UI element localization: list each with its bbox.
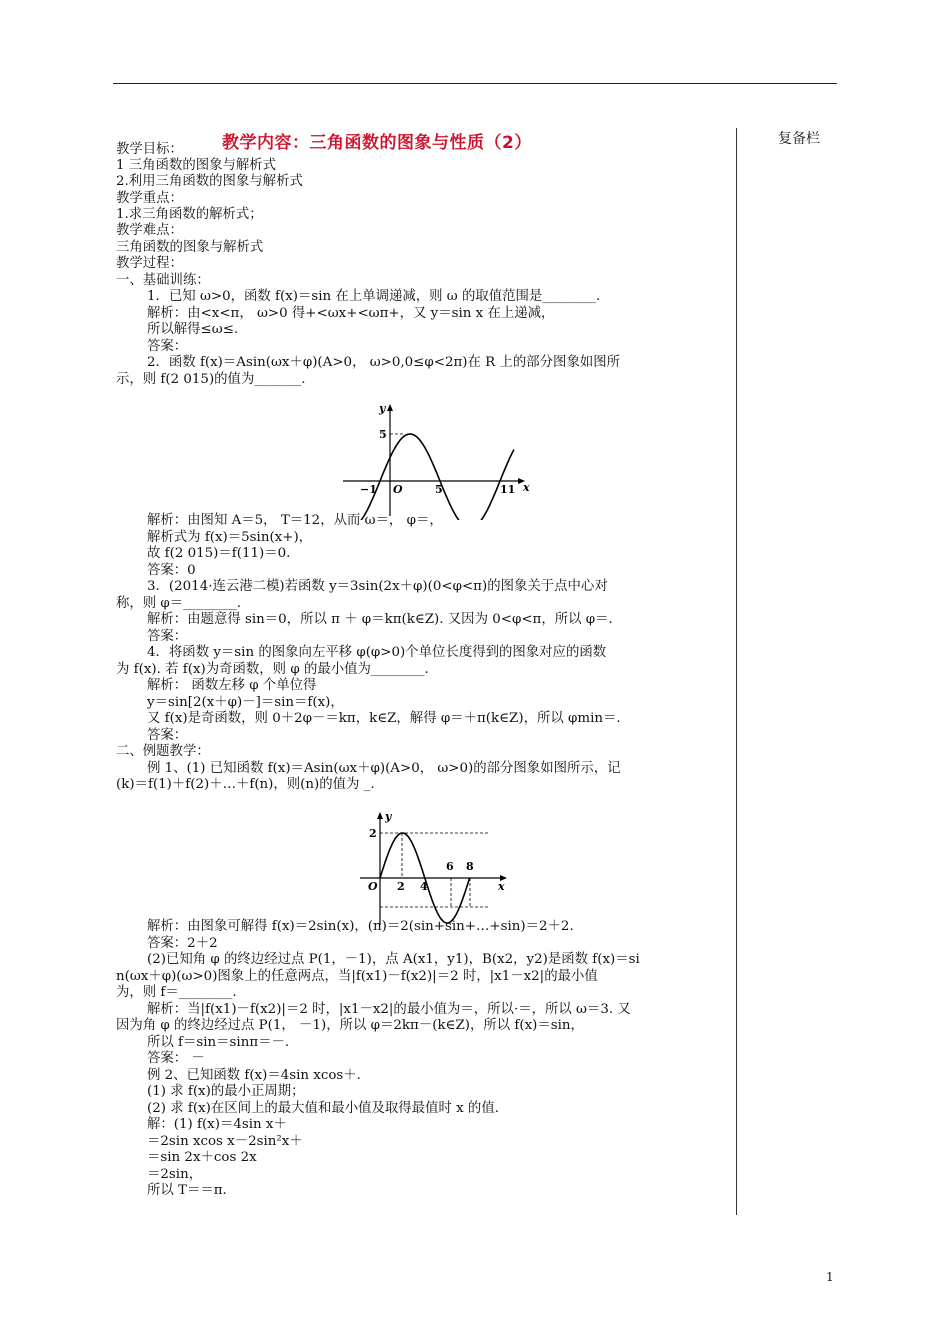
text-line: 4．将函数 y＝sin 的图象向左平移 φ(φ>0)个单位长度得到的图象对应的函数 (147, 645, 607, 660)
graph2-x-label: x (498, 880, 505, 893)
text-line: 解析：当|f(x1)－f(x2)|＝2 时，|x1－x2|的最小值为＝，所以·＝，所以 ω＝3. 又 (147, 1002, 631, 1017)
text-line: 答案：2＋2 (147, 936, 218, 951)
text-line: 例 1、(1) 已知函数 f(x)＝Asin(ωx＋φ)(A>0， ω>0)的部分图象如图所示，记 (147, 761, 621, 776)
graph1-tick-minus1: −1 (360, 483, 377, 496)
text-line: 1.求三角函数的解析式； (116, 207, 263, 222)
graph1-origin: O (393, 483, 403, 496)
text-line: ＝sin 2x＋cos 2x (147, 1150, 257, 1165)
text-line: 解析：由<x<π， ω>0 得+<ωx+<ωπ+，又 y＝sin x 在上递减， (147, 306, 555, 321)
text-line: 所以 f＝sin＝sinπ＝－. (147, 1035, 290, 1050)
text-line: 答案： (147, 629, 188, 644)
graph1-y-label: y (379, 402, 386, 415)
text-line: (2)已知角 φ 的终边经过点 P(1，－1)，点 A(x1，y1)，B(x2，y2)是函数 f(x)＝si (147, 952, 640, 967)
text-line: 又 f(x)是奇函数，则 0＋2φ－＝kπ，k∈Z，解得 φ＝＋π(k∈Z)，所以 φmin＝. (147, 711, 621, 726)
text-line: 答案： (147, 339, 188, 354)
graph2-tick-6: 6 (446, 860, 454, 873)
text-line: 示，则 f(2 015)的值为_______. (116, 372, 306, 387)
text-line: ＝2sin， (147, 1167, 203, 1182)
graph2-tick-8: 8 (466, 860, 474, 873)
text-line: (2) 求 f(x)在区间上的最大值和最小值及取得最值时 x 的值. (147, 1101, 499, 1116)
text-line: 2.利用三角函数的图象与解析式 (116, 174, 303, 189)
graph2-tick-2y: 2 (369, 827, 377, 840)
text-line: 所以 T＝＝π. (147, 1183, 227, 1198)
text-line: 称，则 φ＝________. (116, 596, 242, 611)
text-line: 解析：由图知 A＝5， T＝12，从而 ω＝， φ＝， (147, 513, 443, 528)
text-line: 教学重点： (116, 191, 183, 206)
text-line: ＝2sin xcos x－2sin²x＋ (147, 1134, 303, 1149)
text-line: 1．已知 ω>0，函数 f(x)＝sin 在上单调递减，则 ω 的取值范围是________. (147, 289, 601, 304)
sine-graph-1 (335, 398, 535, 520)
page-number: 1 (826, 1270, 834, 1284)
text-line: y＝sin[2(x＋φ)－]＝sin＝f(x)， (147, 695, 344, 710)
text-line: 三角函数的图象与解析式 (116, 240, 264, 255)
text-line: 解析式为 f(x)＝5sin(x+)， (147, 530, 313, 545)
graph1-x-label: x (523, 481, 530, 494)
side-column-label: 复备栏 (778, 131, 820, 147)
graph1-tick-5x: 5 (435, 483, 443, 496)
text-line: 解析： 函数左移 φ 个单位得 (147, 678, 317, 693)
sine-graph-2 (355, 810, 515, 928)
text-line: 例 2、已知函数 f(x)＝4sin xcos＋. (147, 1068, 361, 1083)
text-line: 答案：0 (147, 563, 196, 578)
text-line: 一、基础训练： (116, 273, 210, 288)
graph2-tick-4: 4 (420, 880, 428, 893)
text-line: 1 三角函数的图象与解析式 (116, 158, 277, 173)
graph2-tick-2: 2 (397, 880, 405, 893)
margin-divider (736, 128, 737, 1215)
text-line: 为 f(x). 若 f(x)为奇函数，则 φ 的最小值为________. (116, 662, 429, 677)
graph1-tick-5y: 5 (379, 428, 387, 441)
text-line: 教学目标： (116, 142, 183, 157)
header-rule (113, 83, 837, 84)
text-line: 解析：由图象可解得 f(x)＝2sin(x)，(n)＝2(sin+sin+…+sin)＝2＋2. (147, 919, 574, 934)
text-line: (k)＝f(1)＋f(2)＋…＋f(n)，则(n)的值为 _. (116, 777, 375, 792)
text-line: 答案： (147, 728, 188, 743)
text-line: 3．(2014·连云港二模)若函数 y＝3sin(2x＋φ)(0<φ<π)的图象关于点中心对 (147, 579, 608, 594)
text-line: 教学难点： (116, 223, 183, 238)
graph2-origin: O (368, 880, 378, 893)
text-line: 为，则 f＝________. (116, 985, 237, 1000)
text-line: 解析：由题意得 sin＝0，所以 π ＋ φ＝kπ(k∈Z). 又因为 0<φ<π，所以 φ＝. (147, 612, 613, 627)
text-line: (1) 求 f(x)的最小正周期； (147, 1084, 305, 1099)
text-line: 解：(1) f(x)＝4sin x＋ (147, 1117, 287, 1132)
text-line: 故 f(2 015)＝f(11)＝0. (147, 546, 291, 561)
page-title: 教学内容：三角函数的图象与性质（2） (222, 133, 532, 153)
text-line: n(ωx＋φ)(ω>0)图象上的任意两点，当|f(x1)－f(x2)|＝2 时，|x1－x2|的最小值 (116, 969, 598, 984)
text-line: 二、例题教学： (116, 744, 210, 759)
text-line: 答案： － (147, 1051, 205, 1066)
text-line: 2．函数 f(x)＝Asin(ωx＋φ)(A>0， ω>0,0≤φ<2π)在 R 上的部分图象如图所 (147, 355, 621, 370)
graph2-y-label: y (385, 810, 392, 823)
text-line: 所以解得≤ω≤. (147, 322, 239, 337)
text-line: 因为角 φ 的终边经过点 P(1， －1)，所以 φ＝2kπ－(k∈Z)，所以 f(x)＝sin， (116, 1018, 584, 1033)
graph1-tick-11: 11 (500, 483, 516, 496)
text-line: 教学过程： (116, 256, 183, 271)
